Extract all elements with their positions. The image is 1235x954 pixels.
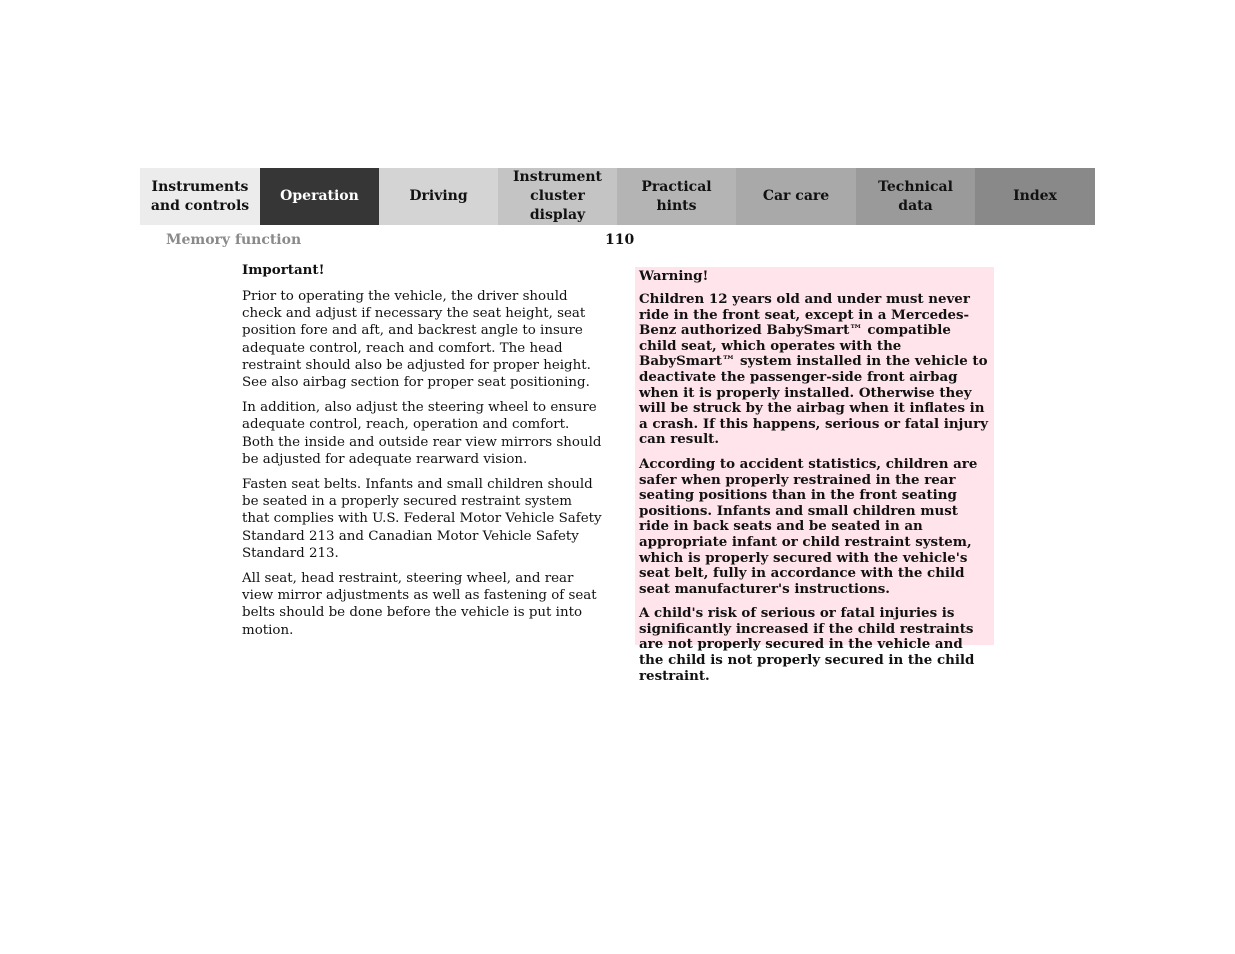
important-paragraph: All seat, head restraint, steering wheel, and rear view mirror adjustments as well as fastening of seat belts should be done before the vehicle is put into motion. <box>242 571 597 638</box>
warning-paragraph: Children 12 years old and under must never ride in the front seat, except in a Mercedes-Benz authorized BabySmart™ compatible child seat, which operates with the BabySmart™ system installed in the vehicle to deactivate the passenger-side front airbag when it is properly installed. Otherwise they will be struck by the airbag when it inflates in a crash. If this happens, serious or fatal injury can result. <box>639 291 988 448</box>
tab-label: Operation <box>280 188 359 204</box>
tab-instrument-cluster-display[interactable] <box>498 168 617 225</box>
important-notice <box>242 262 602 647</box>
tab-technical-data[interactable] <box>856 168 975 225</box>
warning-box <box>635 267 994 684</box>
tab-operation[interactable] <box>260 168 379 225</box>
tab-label: Car care <box>762 188 830 204</box>
tab-label: Driving <box>409 188 468 204</box>
page-number: 110 <box>605 232 635 248</box>
tab-label: Instrument cluster display <box>513 169 602 223</box>
important-paragraph: In addition, also adjust the steering wheel to ensure adequate control, reach, operation and comfort. Both the inside and outside rear view mirrors should be adjusted for adequate rearward vision. <box>242 400 602 467</box>
warning-title: Warning! <box>639 268 709 284</box>
warning-paragraph: A child's risk of serious or fatal injuries is significantly increased if the child restraints are not properly secured in the vehicle and the child is not properly secured in the child restraint. <box>639 605 975 684</box>
tab-index[interactable] <box>975 168 1095 225</box>
tab-label: Index <box>1013 188 1057 204</box>
tab-driving[interactable] <box>379 168 498 225</box>
section-title: Memory function <box>166 232 302 248</box>
tab-label: Practical hints <box>641 178 712 214</box>
important-paragraph: Fasten seat belts. Infants and small children should be seated in a properly secured restraint system that complies with U.S. Federal Motor Vehicle Safety Standard 213 and Canadian Motor Vehicle Safety Standard 213. <box>242 477 602 561</box>
important-paragraph: Prior to operating the vehicle, the driver should check and adjust if necessary the seat height, seat position fore and aft, and backrest angle to insure adequate control, reach and comfort. The head restraint should also be adjusted for proper height. See also airbag section for proper seat positioning. <box>242 289 591 391</box>
warning-paragraph: According to accident statistics, children are safer when properly restrained in the rear seating positions than in the front seating positions. Infants and small children must ride in back seats and be seated in an appropriate infant or child restraint system, which is properly secured with the vehicle's seat belt, fully in accordance with the child seat manufacturer's instructions. <box>639 455 978 597</box>
tab-car-care[interactable] <box>736 168 856 225</box>
tab-instruments-and-controls[interactable] <box>140 168 260 225</box>
chapter-nav <box>140 168 1095 225</box>
tab-label: Instruments and controls <box>150 178 250 214</box>
tab-practical-hints[interactable] <box>617 168 736 225</box>
important-title: Important! <box>242 262 325 278</box>
tab-label: Technical data <box>878 178 953 214</box>
page-header <box>140 232 1095 252</box>
